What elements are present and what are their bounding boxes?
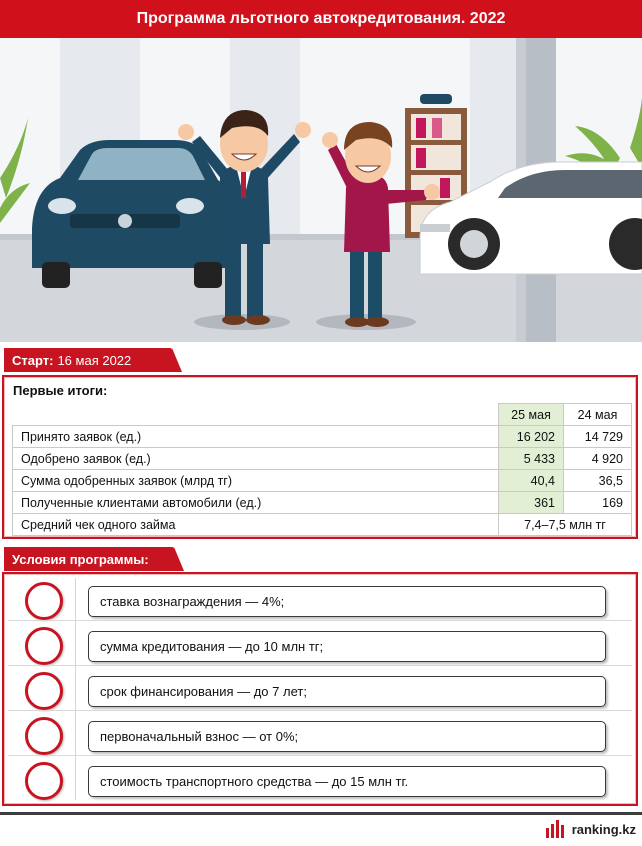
start-label: Старт: — [12, 352, 54, 368]
bullet-circle-icon — [25, 582, 63, 620]
column-header: 24 мая — [564, 404, 632, 426]
value-cell: 4 920 — [564, 448, 632, 470]
condition-box: первоначальный взнос — от 0%; — [88, 721, 606, 752]
value-cell: 14 729 — [564, 426, 632, 448]
results-table — [12, 403, 632, 536]
conditions-panel — [2, 572, 638, 806]
conditions-title: Условия программы: — [12, 551, 149, 567]
value-cell: 36,5 — [564, 470, 632, 492]
table-row — [13, 514, 632, 536]
start-date: 16 мая 2022 — [57, 352, 132, 368]
table-row — [13, 448, 632, 470]
row-label: Принято заявок (ед.) — [13, 426, 499, 448]
results-panel — [2, 375, 638, 539]
page-title: Программа льготного автокредитования. 2022 — [136, 10, 506, 27]
list-item — [4, 576, 636, 621]
value-cell: 16 202 — [499, 426, 564, 448]
table-row — [13, 426, 632, 448]
condition-box: стоимость транспортного средства — до 15 млн тг. — [88, 766, 606, 797]
condition-box: срок финансирования — до 7 лет; — [88, 676, 606, 707]
row-label: Одобрено заявок (ед.) — [13, 448, 499, 470]
row-label: Полученные клиентами автомобили (ед.) — [13, 492, 499, 514]
page-header — [0, 0, 642, 38]
table-row — [13, 492, 632, 514]
bullet-circle-icon — [25, 672, 63, 710]
footer-divider — [0, 812, 642, 815]
table-header-row — [13, 404, 632, 426]
ranking-logo[interactable] — [546, 820, 636, 838]
column-header: 25 мая — [499, 404, 564, 426]
bar-chart-logo-icon — [546, 820, 568, 838]
value-cell: 40,4 — [499, 470, 564, 492]
row-label: Средний чек одного займа — [13, 514, 499, 536]
row-label: Сумма одобренных заявок (млрд тг) — [13, 470, 499, 492]
value-cell: 169 — [564, 492, 632, 514]
results-title: Первые итоги: — [13, 383, 108, 398]
car-dealership-illustration — [0, 38, 642, 342]
conditions-tab — [4, 547, 174, 571]
condition-box: ставка вознаграждения — 4%; — [88, 586, 606, 617]
list-item — [4, 666, 636, 711]
list-item — [4, 711, 636, 756]
value-cell: 5 433 — [499, 448, 564, 470]
list-item — [4, 621, 636, 666]
start-tab — [4, 348, 172, 372]
list-item — [4, 756, 636, 801]
bullet-circle-icon — [25, 762, 63, 800]
table-row — [13, 470, 632, 492]
value-cell: 361 — [499, 492, 564, 514]
bullet-circle-icon — [25, 717, 63, 755]
avg-value-cell: 7,4–7,5 млн тг — [499, 514, 632, 536]
illustration — [0, 38, 642, 342]
bullet-circle-icon — [25, 627, 63, 665]
condition-box: сумма кредитования — до 10 млн тг; — [88, 631, 606, 662]
logo-text: ranking.kz — [571, 821, 636, 837]
